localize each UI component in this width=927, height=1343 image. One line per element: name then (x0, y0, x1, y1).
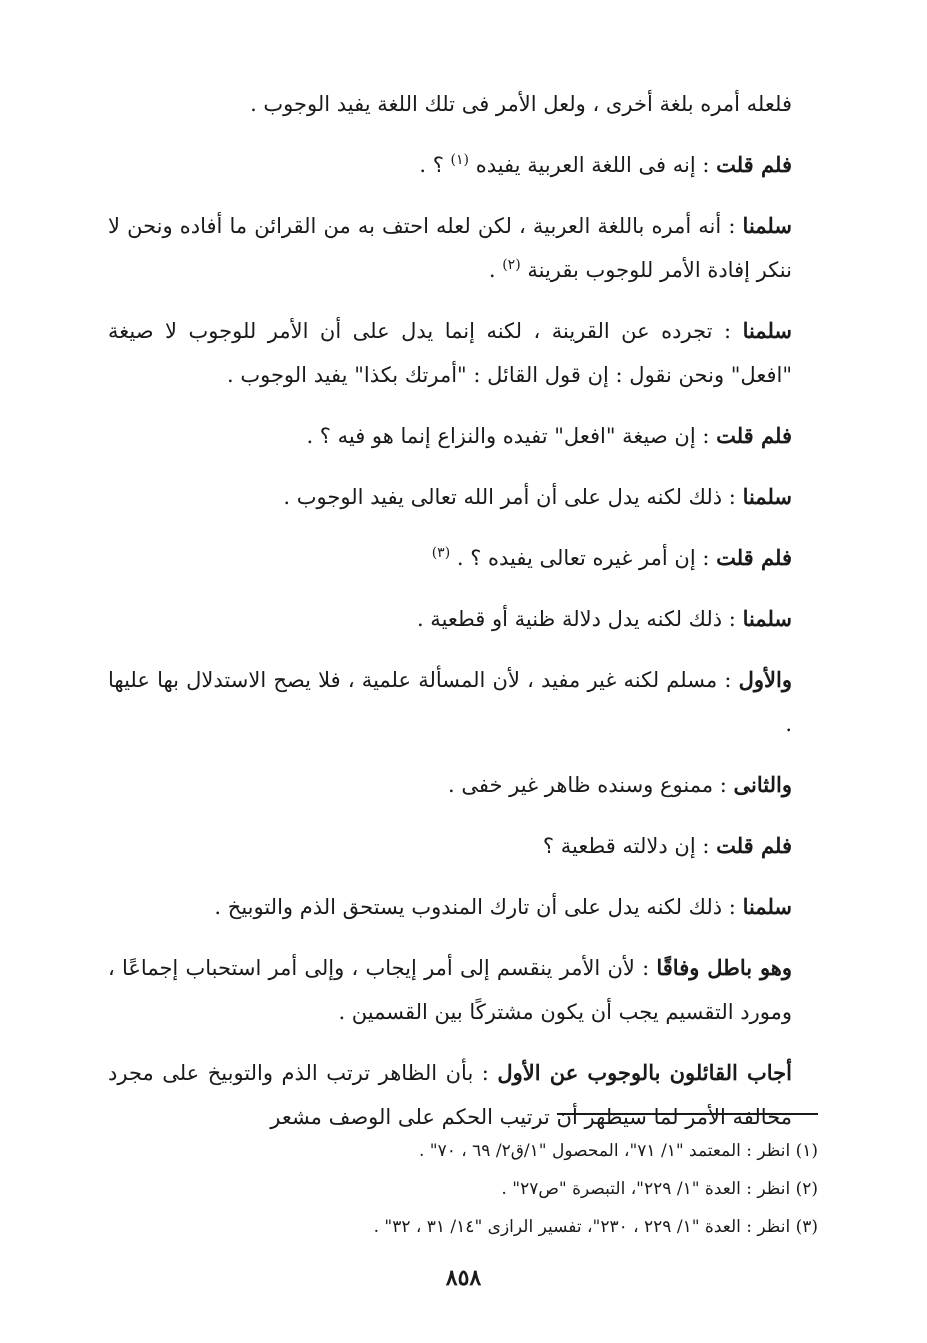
paragraph-label: فلم قلت : (696, 833, 792, 858)
paragraph-12 (108, 885, 818, 929)
paragraph-11 (108, 824, 818, 868)
paragraph-text: مسلم لكنه غير مفيد ، لأن المسألة علمية ، فلا يصح الاستدلال بها عليها . (108, 668, 792, 736)
paragraph-14 (108, 1051, 818, 1139)
paragraph-3 (108, 204, 818, 292)
footnote-2: (٢) انظر : العدة "١/ ٢٢٩"، التبصرة "ص٢٧" . (501, 1179, 818, 1199)
paragraph-text: ذلك لكنه يدل على أن تارك المندوب يستحق الذم والتوبيخ . (214, 895, 723, 919)
paragraph-label: سلمنا : (722, 484, 792, 509)
paragraph-label: فلم قلت : (696, 423, 792, 448)
paragraph-7 (108, 536, 818, 580)
main-text (108, 82, 818, 1156)
paragraph-1 (108, 82, 818, 126)
footnote-ref-3[interactable]: (٣) (431, 545, 451, 561)
paragraph-9 (108, 658, 818, 746)
paragraph-5 (108, 414, 818, 458)
paragraph-text: ذلك لكنه يدل دلالة ظنية أو قطعية . (416, 607, 723, 631)
paragraph-label: أجاب القائلون بالوجوب عن الأول : (473, 1060, 792, 1085)
paragraph-8 (108, 597, 818, 641)
paragraph-4 (108, 309, 818, 397)
paragraph-13 (108, 946, 818, 1034)
paragraph-tail: . (488, 258, 496, 282)
footnotes (108, 1132, 818, 1246)
paragraph-label: والثانى : (713, 772, 792, 797)
paragraph-text: ممنوع وسنده ظاهر غير خفى . (448, 773, 714, 797)
paragraph-text: إن صيغة "افعل" تفيده والنزاع إنما هو فيه ؟ . (306, 424, 696, 448)
paragraph-6 (108, 475, 818, 519)
paragraph-label: سلمنا : (722, 894, 792, 919)
footnote-1: (١) انظر : المعتمد "١/ ٧١"، المحصول "١/ق٢/ ٦٩ ، ٧٠" . (418, 1141, 818, 1161)
footnote-ref-2[interactable]: (٢) (502, 257, 521, 273)
paragraph-text: فلعله أمره بلغة أخرى ، ولعل الأمر فى تلك اللغة يفيد الوجوب . (250, 92, 792, 116)
paragraph-label: فلم قلت : (696, 152, 792, 177)
paragraph-label: سلمنا : (722, 606, 792, 631)
paragraph-text: بأن الظاهر ترتب الذم والتوبيخ على مجرد مخالفة الأمر لما سيظهر أن ترتيب الحكم على الوصف مشعر (108, 1061, 792, 1129)
paragraph-text: إن دلالته قطعية ؟ (542, 834, 696, 858)
paragraph-text: ذلك لكنه يدل على أن أمر الله تعالى يفيد الوجوب . (283, 485, 723, 509)
page-number: ٨٥٨ (445, 1265, 482, 1291)
paragraph-text: تجرده عن القرينة ، لكنه إنما يدل على أن الأمر للوجوب لا صيغة "افعل" ونحن نقول : إن قول القائل : "أمرتك بكذا" يفيد الوجوب . (108, 319, 792, 387)
footnote-ref-1[interactable]: (١) (450, 152, 469, 168)
paragraph-text: لأن الأمر ينقسم إلى أمر إيجاب ، وإلى أمر استحباب إجماعًا ، ومورد التقسيم يجب أن يكون مشتركًا بين القسمين . (108, 956, 792, 1024)
paragraph-label: والأول : (717, 667, 792, 692)
paragraph-label: سلمنا : (721, 213, 792, 238)
paragraph-10 (108, 763, 818, 807)
footnote-divider (557, 1113, 818, 1115)
paragraph-text: إن أمر غيره تعالى يفيده ؟ . (456, 546, 696, 570)
paragraph-label: فلم قلت : (696, 545, 792, 570)
paragraph-label: سلمنا : (713, 318, 792, 343)
paragraph-label: وهو باطل وفاقًا : (635, 955, 792, 980)
paragraph-text: أنه أمره باللغة العربية ، لكن لعله احتف به من القرائن ما أفاده ونحن لا ننكر إفادة الأمر للوجوب بقرينة (108, 214, 792, 282)
paragraph-2 (108, 143, 818, 187)
footnote-3: (٣) انظر : العدة "١/ ٢٢٩ ، ٢٣٠"، تفسير الرازى "١٤/ ٣١ ، ٣٢" . (373, 1217, 818, 1237)
paragraph-text: إنه فى اللغة العربية يفيده (475, 153, 696, 177)
paragraph-tail: ؟ . (419, 153, 444, 177)
